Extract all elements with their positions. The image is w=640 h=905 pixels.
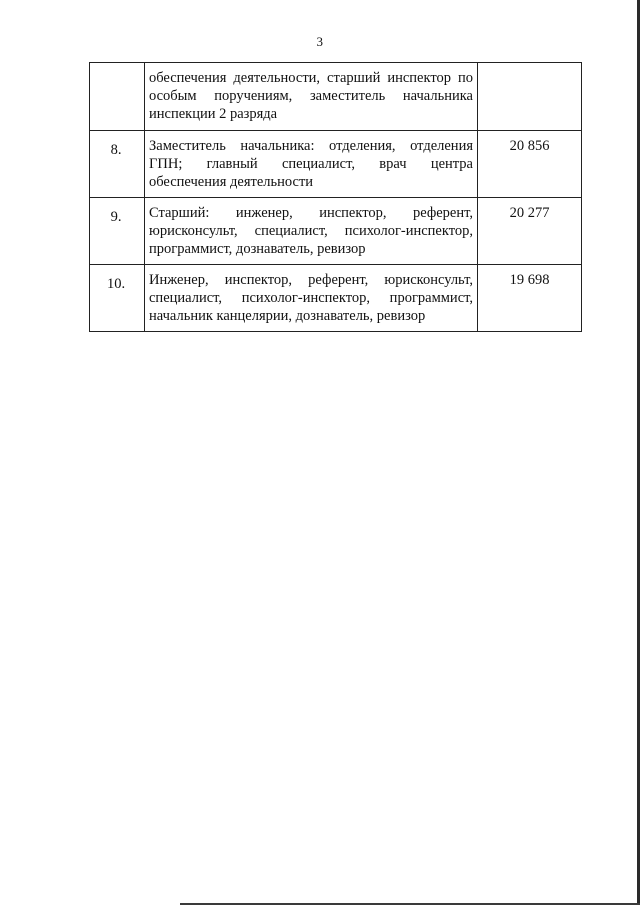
position-title-line: Инженер, инспектор, референт, юрисконсульт, — [149, 272, 473, 288]
position-title-line: начальник канцелярии, дознаватель, ревизор — [149, 308, 426, 324]
position-title-cell — [145, 63, 478, 131]
row-number-cell: 9. — [90, 198, 145, 265]
position-title-line: обеспечения деятельности — [149, 174, 314, 190]
position-title-line: особым поручениям, заместитель начальника — [149, 88, 473, 104]
position-title-line: программист, дознаватель, ревизор — [149, 241, 366, 257]
salary-table — [89, 62, 582, 332]
table-row — [90, 198, 582, 265]
salary-amount-cell: 20 277 — [478, 198, 582, 265]
position-title-line: инспекции 2 разряда — [149, 106, 278, 122]
row-number-cell: 8. — [90, 131, 145, 198]
position-title-cell — [145, 131, 478, 198]
table-row — [90, 131, 582, 198]
position-title-line: Старший: инженер, инспектор, референт, — [149, 205, 473, 221]
position-title-line: ГПН; главный специалист, врач центра — [149, 156, 473, 172]
position-title-line: Заместитель начальника: отделения, отделения — [149, 138, 473, 154]
position-title-line: обеспечения деятельности, старший инспектор по — [149, 70, 473, 86]
table-row — [90, 265, 582, 332]
page-number: 3 — [316, 34, 324, 49]
position-title-line: специалист, психолог-инспектор, программист, — [149, 290, 473, 306]
salary-amount-cell — [478, 63, 582, 131]
position-title-cell — [145, 265, 478, 332]
salary-amount-cell: 20 856 — [478, 131, 582, 198]
row-number-cell — [90, 63, 145, 131]
position-title-line: юрисконсульт, специалист, психолог-инспектор, — [149, 223, 473, 239]
position-title-cell — [145, 198, 478, 265]
salary-amount-cell: 19 698 — [478, 265, 582, 332]
row-number-cell: 10. — [90, 265, 145, 332]
table-row — [90, 63, 582, 131]
